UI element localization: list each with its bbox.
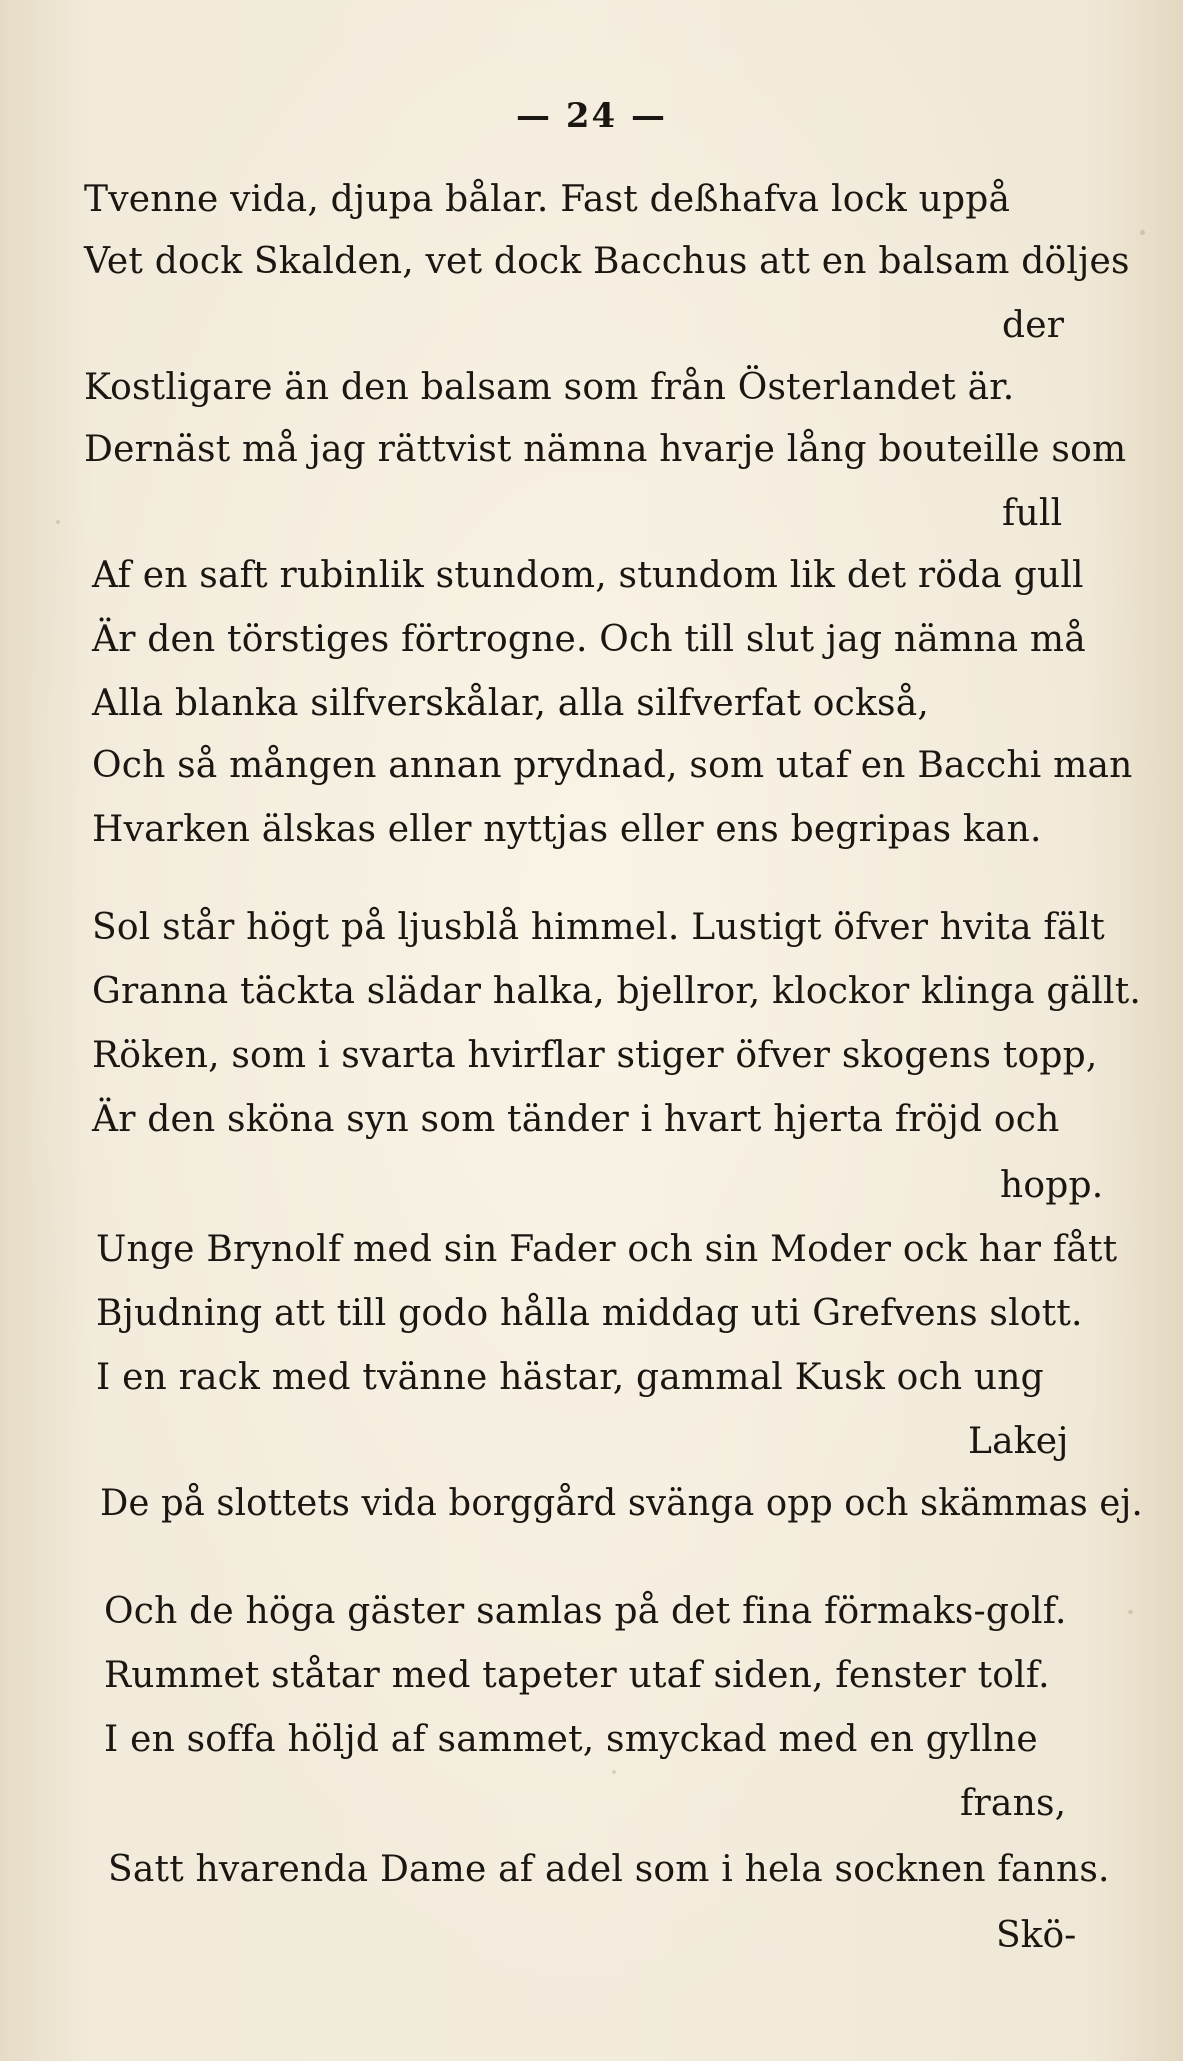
poem-line: Alla blanka silfverskålar, alla silfverfat också, — [92, 683, 930, 724]
poem-line: Granna täckta slädar halka, bjellror, klockor klinga gällt. — [92, 971, 1142, 1012]
catchword: Skö- — [996, 1915, 1077, 1956]
poem-line: De på slottets vida borggård svänga opp och skämmas ej. — [100, 1483, 1143, 1524]
paper-spot — [1140, 230, 1145, 235]
poem-line-runover: full — [1002, 493, 1063, 534]
page-number: — 24 — — [516, 96, 667, 136]
poem-line: Tvenne vida, djupa bålar. Fast deßhafva lock uppå — [84, 179, 1011, 220]
poem-line: Unge Brynolf med sin Fader och sin Moder ock har fått — [96, 1229, 1118, 1270]
poem-line: Satt hvarenda Dame af adel som i hela socknen fanns. — [108, 1849, 1110, 1890]
paper-spot — [1128, 1610, 1133, 1614]
poem-line: Och de höga gäster samlas på det fina förmaks-golf. — [104, 1591, 1067, 1632]
paper-spot — [612, 1770, 616, 1774]
poem-line-runover: hopp. — [1000, 1165, 1104, 1206]
poem-line-runover: frans, — [960, 1783, 1067, 1824]
poem-line: Af en saft rubinlik stundom, stundom lik det röda gull — [92, 555, 1084, 596]
poem-line: I en rack med tvänne hästar, gammal Kusk och ung — [96, 1357, 1044, 1398]
poem-line: Dernäst må jag rättvist nämna hvarje lång bouteille som — [84, 429, 1127, 470]
poem-line: Bjudning att till godo hålla middag uti Grefvens slott. — [96, 1293, 1083, 1334]
poem-line-runover: der — [1002, 305, 1065, 346]
poem-line: Är den sköna syn som tänder i hvart hjerta fröjd och — [92, 1099, 1060, 1140]
paper-spot — [56, 520, 60, 524]
poem-line: Och så mången annan prydnad, som utaf en Bacchi man — [92, 745, 1133, 786]
poem-line: Röken, som i svarta hvirflar stiger öfver skogens topp, — [92, 1035, 1098, 1076]
poem-line: I en soffa höljd af sammet, smyckad med en gyllne — [104, 1719, 1038, 1760]
poem-line: Hvarken älskas eller nyttjas eller ens begripas kan. — [92, 809, 1042, 850]
poem-line: Rummet ståtar med tapeter utaf siden, fenster tolf. — [104, 1655, 1050, 1696]
poem-line: Vet dock Skalden, vet dock Bacchus att en balsam döljes — [84, 241, 1130, 282]
poem-line: Kostligare än den balsam som från Österlandet är. — [84, 367, 1015, 408]
poem-line: Sol står högt på ljusblå himmel. Lustigt öfver hvita fält — [92, 907, 1105, 948]
poem-line: Är den törstiges förtrogne. Och till slut jag nämna må — [92, 619, 1086, 660]
poem-line-runover: Lakej — [968, 1421, 1069, 1462]
